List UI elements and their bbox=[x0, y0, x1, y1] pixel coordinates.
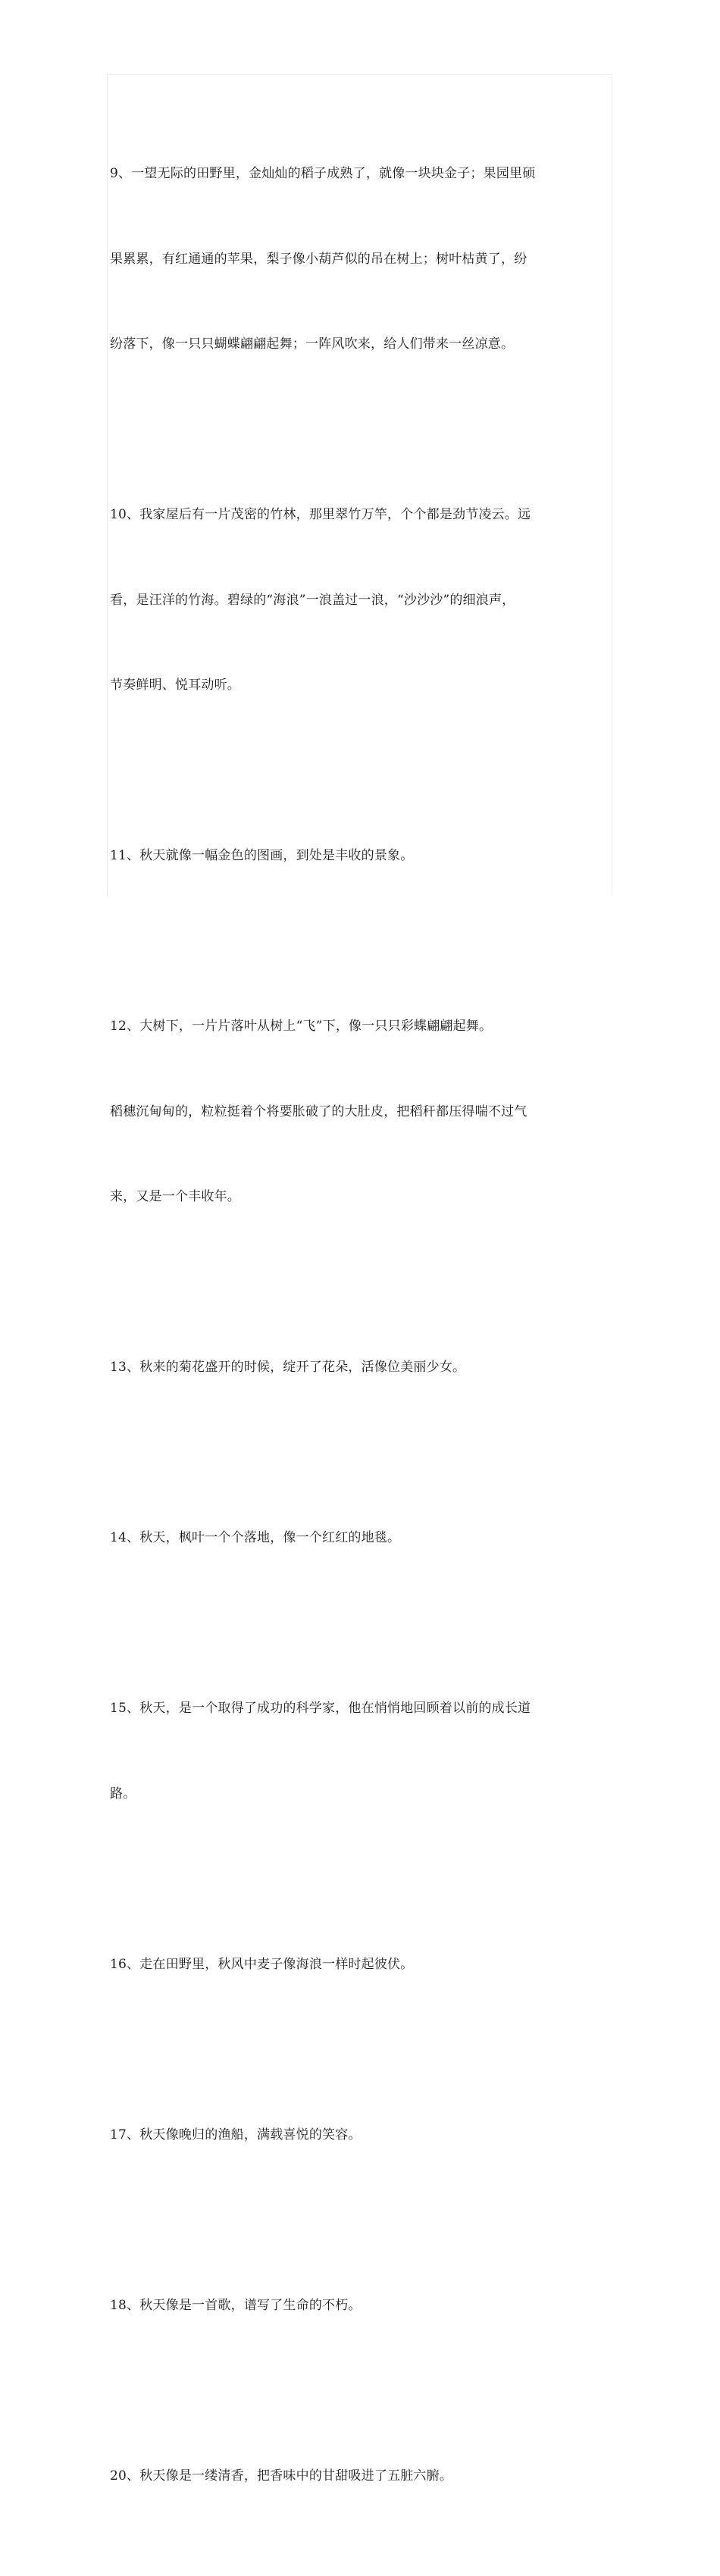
entry-line: 17、秋天像晚归的渔船，满载喜悦的笑容。 bbox=[110, 2127, 362, 2142]
entry-9 bbox=[110, 103, 595, 416]
entry-line: 来，又是一个丰收年。 bbox=[110, 1189, 240, 1204]
entry-16 bbox=[110, 1894, 595, 2036]
entry-line: 路。 bbox=[110, 1786, 136, 1801]
entry-12 bbox=[110, 956, 595, 1269]
entry-line: 14、秋天，枫叶一个个落地，像一个红红的地毯。 bbox=[110, 1530, 401, 1545]
entry-line: 稻穗沉甸甸的，粒粒挺着个将要胀破了的大肚皮，把稻秆都压得喘不过气 bbox=[110, 1103, 527, 1119]
entry-15 bbox=[110, 1638, 595, 1865]
entry-11 bbox=[110, 785, 595, 928]
entry-14 bbox=[110, 1467, 595, 1610]
entry-17 bbox=[110, 2064, 595, 2207]
entry-line: 果累累，有红通通的苹果，梨子像小葫芦似的吊在树上；树叶枯黄了，纷 bbox=[110, 251, 527, 267]
entry-line: 看，是汪洋的竹海。碧绿的“海浪”一浪盖过一浪，“沙沙沙”的细浪声， bbox=[110, 592, 515, 608]
entry-line: 9、一望无际的田野里，金灿灿的稻子成熟了，就像一块块金子；果园里硕 bbox=[110, 166, 536, 181]
entry-line: 15、秋天，是一个取得了成功的科学家，他在悄悄地回顾着以前的成长道 bbox=[110, 1701, 531, 1716]
entry-line: 节奏鲜明、悦耳动听。 bbox=[110, 678, 240, 693]
entry-line: 16、走在田野里，秋风中麦子像海浪一样时起彼伏。 bbox=[110, 1956, 414, 1972]
entry-18 bbox=[110, 2235, 595, 2377]
entry-20 bbox=[110, 2405, 595, 2548]
entry-line: 20、秋天像是一缕清香，把香味中的甘甜吸进了五脏六腑。 bbox=[110, 2468, 453, 2484]
entry-10 bbox=[110, 444, 595, 757]
entry-line: 纷落下，像一只只蝴蝶翩翩起舞；一阵风吹来，给人们带来一丝凉意。 bbox=[110, 336, 515, 352]
entry-line: 11、秋天就像一幅金色的图画，到处是丰收的景象。 bbox=[110, 848, 414, 863]
entry-line: 18、秋天像是一首歌，谱写了生命的不朽。 bbox=[110, 2297, 362, 2313]
entry-line: 10、我家屋后有一片茂密的竹林，那里翠竹万竿，个个都是劲节凌云。远 bbox=[110, 507, 531, 522]
entry-13 bbox=[110, 1297, 595, 1439]
entry-line: 13、秋来的菊花盛开的时候，绽开了花朵，活像位美丽少女。 bbox=[110, 1360, 466, 1375]
document-body bbox=[110, 103, 595, 2576]
entry-line: 12、大树下，一片片落叶从树上“飞”下，像一只只彩蝶翩翩起舞。 bbox=[110, 1019, 493, 1034]
